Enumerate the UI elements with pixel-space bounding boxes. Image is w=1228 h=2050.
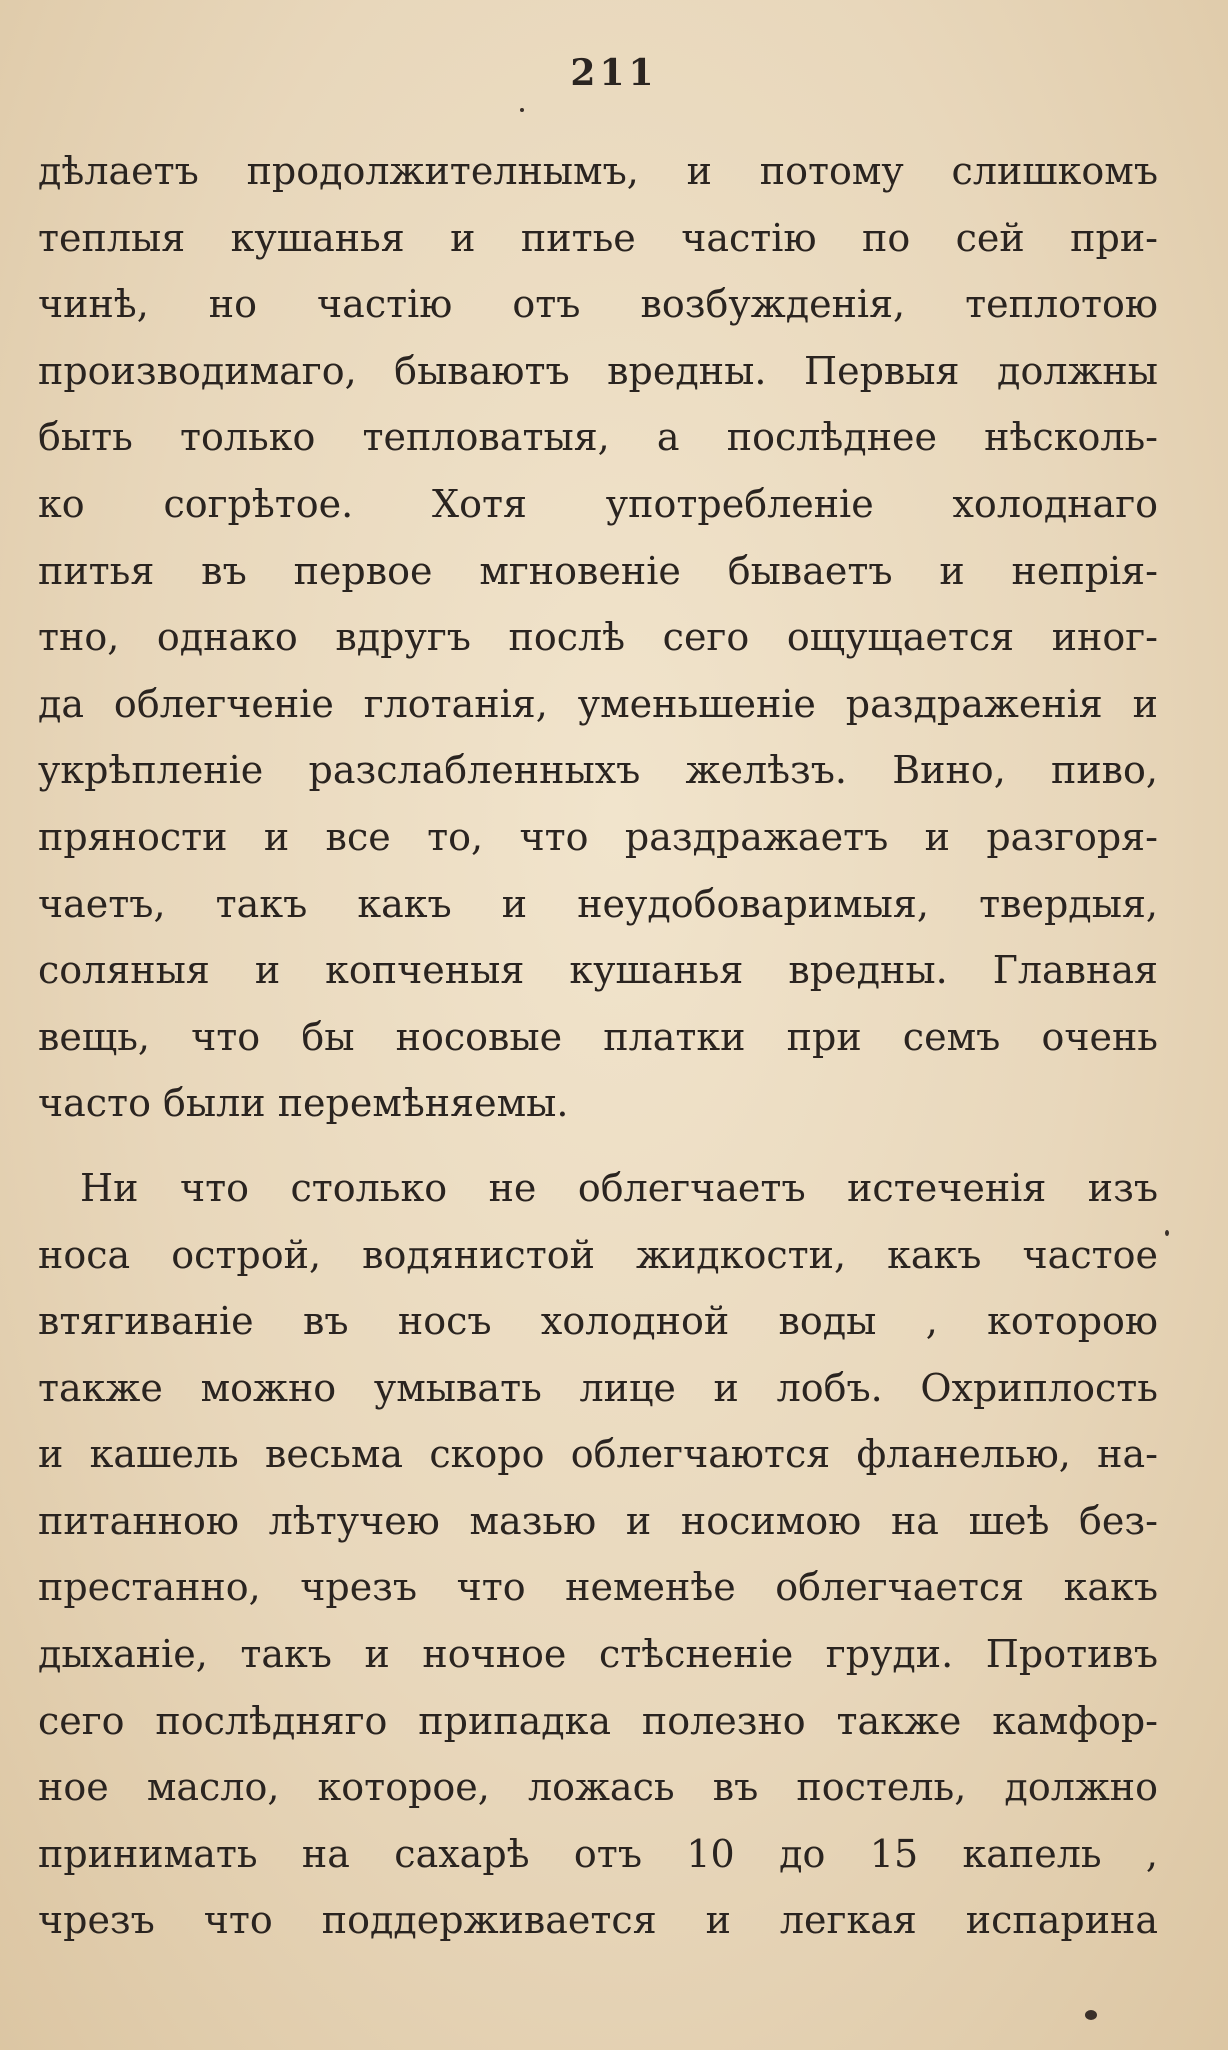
text-line: дыханіе, такъ и ночное стѣсненіе груди. Противъ — [38, 1632, 1158, 1677]
text-line: дѣлаетъ продолжителнымъ, и потому слишкомъ — [38, 149, 1158, 193]
text-line: вещь, что бы носовые платки при семъ очень — [38, 1014, 1158, 1059]
text-line: ко согрѣтое. Хотя употребленіе холоднаго — [38, 481, 1158, 526]
text-line: чаетъ, такъ какъ и неудобоваримыя, твердыя, — [38, 881, 1158, 926]
ink-speck — [1165, 1230, 1169, 1236]
text-line: укрѣпленіе разслабленныхъ желѣзъ. Вино, пиво, — [38, 748, 1158, 793]
text-line: Ни что столько не облегчаетъ истеченія изъ — [80, 1165, 1158, 1210]
text-line: да облегченіе глотанія, уменьшеніе раздраженія и — [38, 681, 1158, 726]
text-line: ное масло, которое, ложась въ постель, должно — [38, 1765, 1158, 1810]
text-line: также можно умывать лице и лобъ. Охриплость — [38, 1365, 1158, 1410]
body-text — [38, 138, 1158, 1954]
text-line: часто были перемѣняемы. — [38, 1081, 569, 1126]
text-line: сего послѣдняго припадка полезно также камфор- — [38, 1698, 1158, 1743]
text-line: принимать на сахарѣ отъ 10 до 15 капель , — [38, 1831, 1158, 1876]
ink-speck — [520, 108, 524, 112]
text-line: быть только тепловатыя, а послѣднее нѣсколь- — [38, 415, 1158, 460]
text-line: носа острой, водянистой жидкости, какъ частое — [38, 1232, 1158, 1277]
text-line: питья въ первое мгновеніе бываетъ и непрія- — [38, 548, 1158, 593]
text-line: тно, однако вдругъ послѣ сего ощущается иног- — [38, 615, 1158, 660]
text-line: пряности и все то, что раздражаетъ и разгоря- — [38, 814, 1158, 859]
text-line: и кашель весьма скоро облегчаются фланелью, на- — [38, 1432, 1158, 1477]
text-line: чинѣ, но частію отъ возбужденія, теплотою — [38, 282, 1158, 327]
text-line: производимаго, бываютъ вредны. Первыя должны — [38, 348, 1158, 393]
text-line: втягиваніе въ носъ холодной воды , которою — [38, 1299, 1158, 1344]
text-line: престанно, чрезъ что неменѣе облегчается какъ — [38, 1565, 1158, 1610]
ink-speck — [1085, 2010, 1097, 2020]
page-number: 211 — [570, 52, 658, 94]
text-line: теплыя кушанья и питье частію по сей при- — [38, 215, 1158, 260]
text-line: соляныя и копченыя кушанья вредны. Главная — [38, 948, 1158, 993]
text-line: питанною лѣтучею мазью и носимою на шеѣ без- — [38, 1498, 1158, 1543]
text-line: чрезъ что поддерживается и легкая испарина — [38, 1898, 1158, 1943]
